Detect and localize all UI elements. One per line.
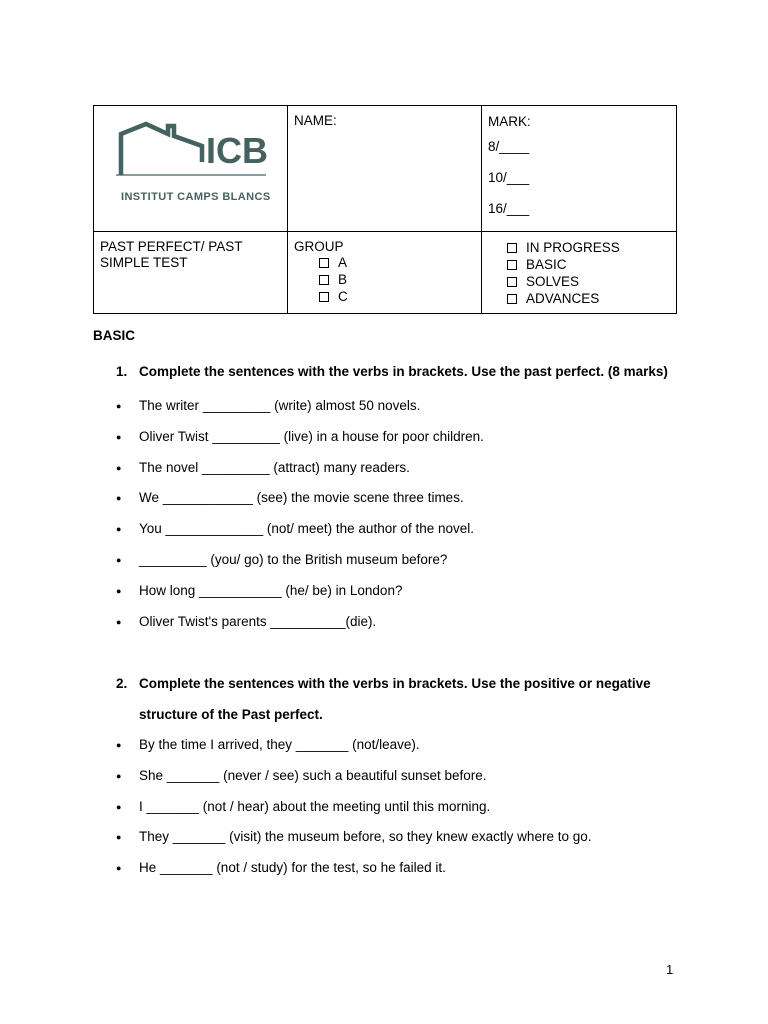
checkbox[interactable] <box>319 292 329 302</box>
house-icon <box>116 120 276 190</box>
group-option-label: B <box>338 272 348 287</box>
mark-cell[interactable] <box>482 106 677 232</box>
list-item: ● You _____________ (not/ meet) the author of the novel. <box>116 514 484 545</box>
list-item: ● The novel _________ (attract) many readers. <box>116 453 484 484</box>
checkbox[interactable] <box>507 243 517 253</box>
question-text: Complete the sentences with the verbs in brackets. Use the past perfect. (8 marks) <box>139 364 668 379</box>
list-item: ● I _______ (not / hear) about the meeting until this morning. <box>116 792 591 823</box>
question-text-line-1: Complete the sentences with the verbs in brackets. Use the positive or negative <box>139 676 651 691</box>
group-cell <box>288 232 482 314</box>
list-item: ● How long ___________ (he/ be) in London? <box>116 576 484 607</box>
question-2-list <box>116 730 591 884</box>
checkbox[interactable] <box>507 277 517 287</box>
section-title: BASIC <box>93 328 136 343</box>
list-item: ● She _______ (never / see) such a beautiful sunset before. <box>116 761 591 792</box>
group-option-label: A <box>338 255 348 270</box>
checkbox[interactable] <box>319 258 329 268</box>
question-1-heading <box>116 356 699 387</box>
page-number: 1 <box>666 962 674 977</box>
name-label: NAME: <box>294 113 337 128</box>
list-item: ● The writer _________ (write) almost 50 novels. <box>116 391 484 422</box>
checkbox[interactable] <box>507 260 517 270</box>
question-text-line-2: structure of the Past perfect. <box>139 707 323 722</box>
list-item: ● We ____________ (see) the movie scene three times. <box>116 483 484 514</box>
name-cell[interactable] <box>288 106 482 232</box>
list-item: ● _________ (you/ go) to the British museum before? <box>116 545 484 576</box>
list-item: ● Oliver Twist _________ (live) in a house for poor children. <box>116 422 484 453</box>
question-1-list <box>116 391 484 637</box>
list-item: ● He _______ (not / study) for the test, so he failed it. <box>116 853 591 884</box>
level-option-basic[interactable] <box>507 256 676 273</box>
logo-letters: ICB <box>206 130 268 171</box>
mark-10: 10/___ <box>488 170 530 185</box>
checkbox[interactable] <box>319 275 329 285</box>
group-option-label: C <box>338 289 348 304</box>
list-item: ● They _______ (visit) the museum before, so they knew exactly where to go. <box>116 822 591 853</box>
level-option-label: SOLVES <box>526 274 580 289</box>
mark-8: 8/____ <box>488 139 530 154</box>
mark-label: MARK: <box>488 114 531 129</box>
header-table <box>93 105 677 314</box>
logo-cell <box>94 106 288 232</box>
level-option-label: BASIC <box>526 257 567 272</box>
group-label: GROUP <box>294 239 344 254</box>
school-logo <box>94 106 287 227</box>
question-number: 1. <box>116 364 128 379</box>
mark-16: 16/___ <box>488 201 530 216</box>
group-option-c[interactable] <box>319 288 475 305</box>
level-option-label: IN PROGRESS <box>526 240 620 255</box>
list-item: ● By the time I arrived, they _______ (not/leave). <box>116 730 591 761</box>
group-option-a[interactable] <box>319 254 475 271</box>
level-option-advances[interactable] <box>507 290 676 307</box>
logo-text: INSTITUT CAMPS BLANCS <box>121 191 271 203</box>
level-option-label: ADVANCES <box>526 291 600 306</box>
checkbox[interactable] <box>507 294 517 304</box>
test-title-cell <box>94 232 288 314</box>
test-title: PAST PERFECT/ PAST SIMPLE TEST <box>100 239 243 270</box>
list-item: ● Oliver Twist's parents __________(die). <box>116 607 484 638</box>
level-cell <box>482 232 677 314</box>
question-number: 2. <box>116 676 128 691</box>
group-option-b[interactable] <box>319 271 475 288</box>
level-option-in-progress[interactable] <box>507 239 676 256</box>
level-option-solves[interactable] <box>507 273 676 290</box>
question-2-heading <box>116 668 699 730</box>
